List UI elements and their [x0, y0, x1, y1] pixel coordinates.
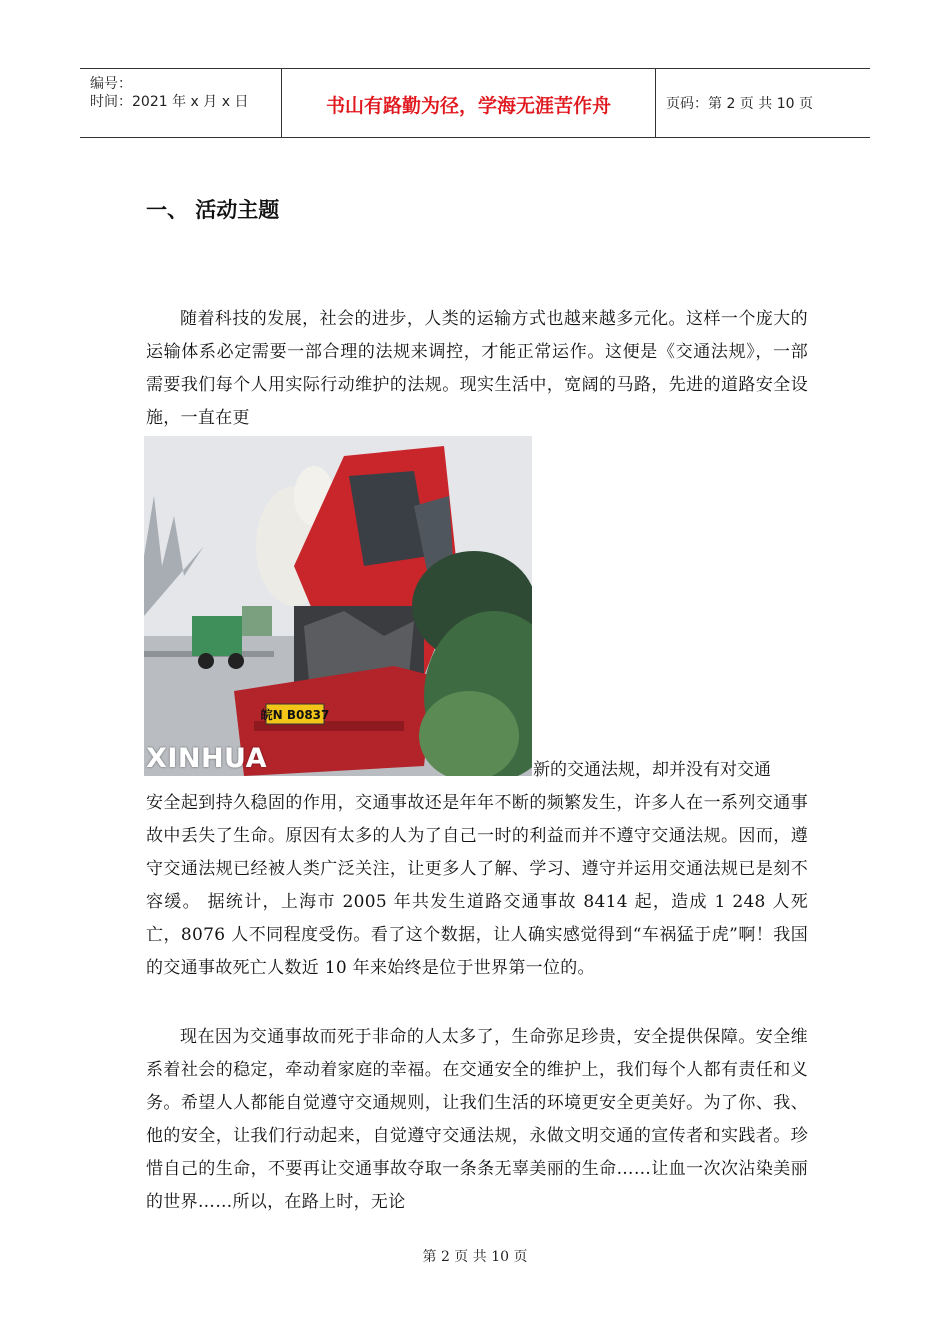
header-motto-cell [281, 69, 656, 137]
time-label: 时间：2021 年 x 月 x 日 [90, 94, 249, 110]
body-paragraph-1: 随着科技的发展，社会的进步，人类的运输方式也越来越多元化。这样一个庞大的运输体系必定需要一部合理的法规来调控，才能正常运作。这便是《交通法规》，一部需要我们每个人用实际行动维护的法规。现实生活中，宽阔的马路，先进的道路安全设施，一直在更 [146, 309, 808, 428]
number-label: 编号： [90, 76, 132, 92]
license-plate-text: 皖N B0837 [260, 708, 330, 722]
page-footer: 第 2 页 共 10 页 [422, 1249, 528, 1265]
text-after-photo: 新的交通法规，却并没有对交通 [533, 760, 771, 780]
header-page-info: 页码：第 2 页 共 10 页 [666, 96, 813, 112]
header-meta-cell [80, 69, 281, 137]
document-header [80, 68, 870, 138]
header-page-cell [656, 69, 870, 137]
truck-accident-illustration [144, 436, 532, 776]
body-paragraph-2: 安全起到持久稳固的作用，交通事故还是年年不断的频繁发生，许多人在一系列交通事故中丢失了生命。原因有太多的人为了自己一时的利益而并不遵守交通法规。因而，遵守交通法规已经被人类广泛关注，让更多人了解、学习、遵守并运用交通法规已是刻不容缓。 据统计，上海市 2005 年共发生道路交通事故 8414 起，造成 1 248 人死亡，8076 人不同程度受伤。看了这个数据，让人确实感觉得到“车祸猛于虎”啊！我国的交通事故死亡人数近 10 年来始终是位于世界第一位的。 [146, 793, 808, 978]
truck-accident-photo [144, 436, 532, 776]
body-paragraph-3: 现在因为交通事故而死于非命的人太多了，生命弥足珍贵，安全提供保障。安全维系着社会的稳定，牵动着家庭的幸福。在交通安全的维护上，我们每个人都有责任和义务。希望人人都能自觉遵守交通规则，让我们生活的环境更安全更美好。为了你、我、他的安全，让我们行动起来，自觉遵守交通法规，永做文明交通的宣传者和实践者。珍惜自己的生命，不要再让交通事故夺取一条条无辜美丽的生命……让血一次次沾染美丽的世界……所以，在路上时，无论 [146, 1027, 808, 1212]
section-heading: 一、 活动主题 [146, 198, 280, 222]
photo-watermark: XINHUA [146, 743, 268, 774]
header-motto: 书山有路勤为径，学海无涯苦作舟 [325, 95, 611, 117]
